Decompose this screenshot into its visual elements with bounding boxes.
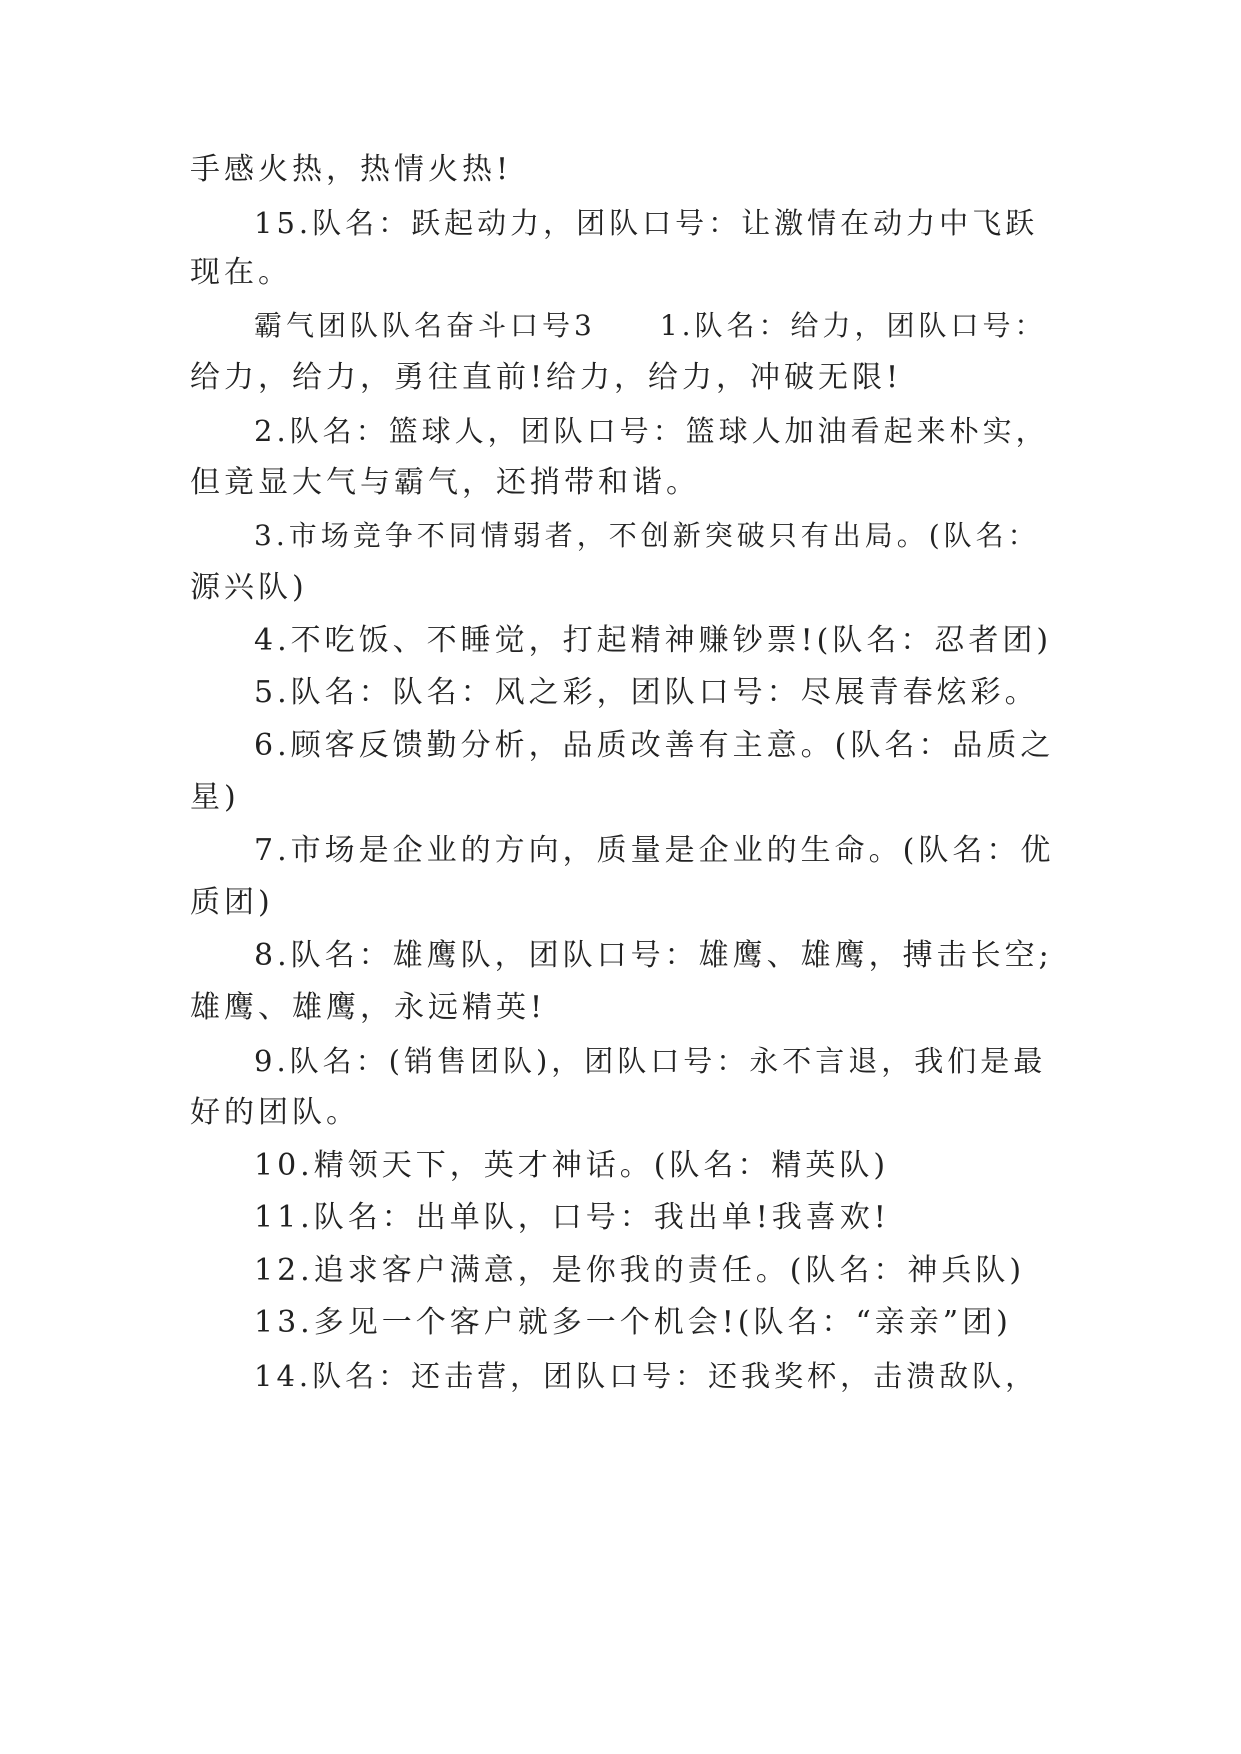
text-line: 星) [190, 780, 240, 815]
text-line: 手感火热，热情火热! [190, 152, 513, 187]
text-line: 15.队名：跃起动力，团队口号：让激情在动力中飞跃 [254, 206, 1039, 240]
text-line: 给力，给力，勇往直前!给力，给力，冲破无限! [190, 360, 903, 395]
text-line: 质团) [190, 885, 274, 920]
text-line: 好的团队。 [190, 1095, 360, 1130]
text-line: 8.队名：雄鹰队，团队口号：雄鹰、雄鹰，搏击长空; [254, 938, 1053, 973]
text-line: 11.队名：出单队，口号：我出单!我喜欢! [254, 1200, 890, 1235]
text-line: 霸气团队队名奋斗口号3 1.队名：给力，团队口号： [254, 309, 1047, 342]
text-line: 但竟显大气与霸气，还捎带和谐。 [190, 465, 700, 500]
text-line: 2.队名：篮球人，团队口号：篮球人加油看起来朴实， [254, 414, 1049, 448]
text-line: 雄鹰、雄鹰，永远精英! [190, 990, 547, 1025]
text-line: 4.不吃饭、不睡觉，打起精神赚钞票!(队名：忍者团) [254, 623, 1053, 658]
text-line: 源兴队) [190, 570, 308, 605]
text-line: 3.市场竞争不同情弱者，不创新突破只有出局。(队名： [254, 519, 1040, 552]
text-line: 13.多见一个客户就多一个机会!(队名：“亲亲”团) [254, 1305, 1012, 1340]
text-line: 现在。 [190, 255, 292, 290]
text-line: 6.顾客反馈勤分析，品质改善有主意。(队名：品质之 [254, 728, 1055, 763]
text-line: 12.追求客户满意，是你我的责任。(队名：神兵队) [254, 1253, 1026, 1288]
text-line: 10.精领天下，英才神话。(队名：精英队) [254, 1148, 890, 1183]
text-line: 14.队名：还击营，团队口号：还我奖杯，击溃敌队， [254, 1359, 1039, 1393]
text-line: 7.市场是企业的方向，质量是企业的生命。(队名：优 [254, 833, 1055, 868]
text-line: 5.队名：队名：风之彩，团队口号：尽展青春炫彩。 [254, 675, 1039, 710]
text-line: 9.队名：(销售团队)，团队口号：永不言退，我们是最 [254, 1044, 1047, 1078]
